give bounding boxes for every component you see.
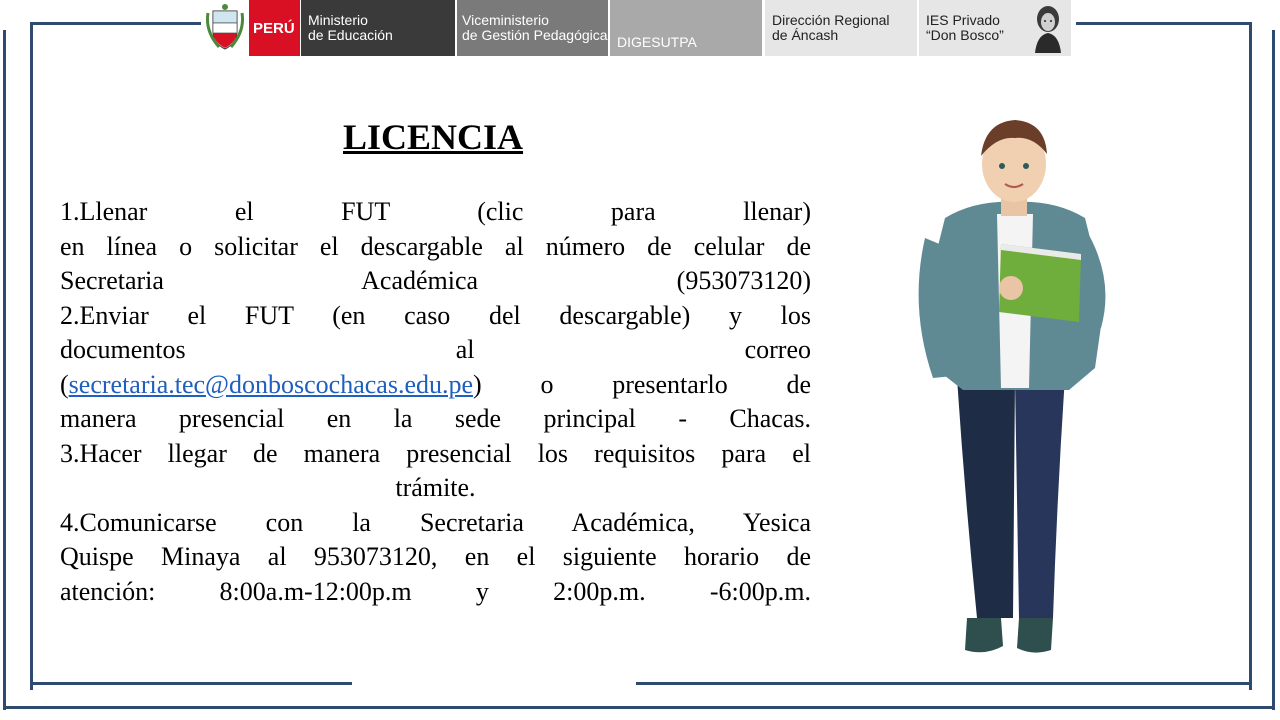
step-3-line: trámite. xyxy=(395,473,476,502)
frame-border xyxy=(1249,22,1252,690)
frame-border xyxy=(636,682,1252,685)
peru-label: PERÚ xyxy=(249,0,300,56)
step-2-line: manera presencial en la sede principal - Chacas. xyxy=(60,404,811,433)
frame-border xyxy=(30,682,352,685)
frame-border xyxy=(1272,30,1275,710)
step-2-line: documentos al correo xyxy=(60,335,811,364)
step-4-line: Quispe Minaya al 953073120, en el siguiente horario de xyxy=(60,542,811,571)
digesutpa-label: DIGESUTPA xyxy=(610,0,762,56)
ies-label: IES Privado “Don Bosco” xyxy=(919,0,1071,56)
step-2-email-line: (secretaria.tec@donboscochacas.edu.pe) o presentarlo de xyxy=(60,369,811,399)
frame-border xyxy=(1076,22,1252,25)
direccion-regional-label: Dirección Regional de Áncash xyxy=(765,0,917,56)
step-4-line: 4.Comunicarse con la Secretaria Académica, Yesica xyxy=(60,507,811,537)
peru-crest-logo xyxy=(201,0,249,56)
step-4-line: atención: 8:00a.m-12:00p.m y 2:00p.m. -6:00p.m. xyxy=(60,576,811,606)
frame-border xyxy=(3,30,6,710)
step-2-line: 2.Enviar el FUT (en caso del descargable) y los xyxy=(60,300,811,330)
secretaria-email-link[interactable]: secretaria.tec@donboscochacas.edu.pe xyxy=(68,369,474,399)
frame-border xyxy=(30,22,33,690)
viceministerio-label: Viceministerio de Gestión Pedagógica xyxy=(457,0,608,56)
student-illustration xyxy=(905,118,1135,663)
step-1-line: Secretaria Académica (953073120) xyxy=(60,266,811,295)
license-steps xyxy=(60,195,811,609)
page-title: LICENCIA xyxy=(343,117,524,157)
ministerio-label: Ministerio de Educación xyxy=(301,0,455,56)
institution-header xyxy=(201,0,1075,56)
don-bosco-portrait-icon xyxy=(1033,3,1063,53)
frame-border xyxy=(3,706,1275,709)
step-1-line: en línea o solicitar el descargable al número de celular de xyxy=(60,231,811,261)
step-3-line: 3.Hacer llegar de manera presencial los requisitos para el xyxy=(60,438,811,468)
frame-border xyxy=(30,22,202,25)
step-1-line: 1.Llenar el FUT (clic para llenar) xyxy=(60,197,811,226)
